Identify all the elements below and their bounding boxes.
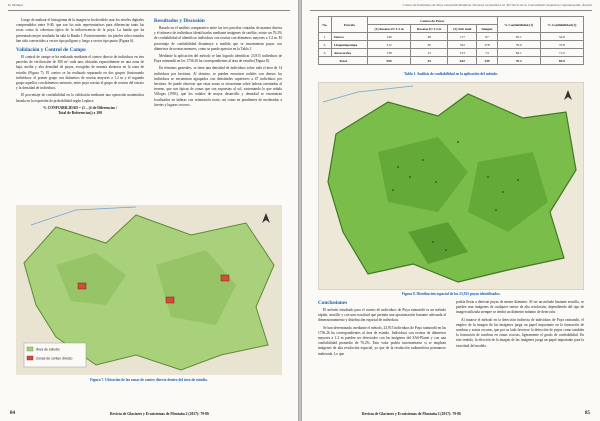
section-heading-conclusions: Conclusiones xyxy=(318,300,348,306)
footer-left: Revista de Glaciares y Ecosistemas de Montaña 2 (2017): 79-86 xyxy=(110,412,209,416)
cell-total-r2: 43 xyxy=(411,57,448,65)
header-rule xyxy=(8,10,290,11)
confidence-formula xyxy=(16,106,144,116)
legend-swatch-study-area xyxy=(27,347,33,351)
cell-conf2: 54.8 xyxy=(540,33,583,41)
th-rosetas-mayor: (1) Rosetas D>1.2 m xyxy=(367,25,410,33)
cell-r2: 48 xyxy=(411,33,448,41)
th-subtotal: (2) Sub total xyxy=(448,25,477,33)
right-column-1 xyxy=(318,300,446,359)
count-zone-marker xyxy=(166,297,174,303)
cell-conf2: 71.0 xyxy=(540,49,583,57)
table-total-row xyxy=(319,57,584,65)
cell-conf1: 79.0 xyxy=(497,41,540,49)
cell-total-label: Total xyxy=(319,57,368,65)
section-heading-results: Resultados y Discusión xyxy=(154,18,205,24)
table-row xyxy=(319,49,584,57)
th-imagen: Imagen xyxy=(477,25,497,33)
formula-line-1: % CONFIABILIDAD = (1 – (# de Diferencias / xyxy=(43,105,117,110)
legend-swatch-count-zone xyxy=(27,356,33,360)
cell-no: 3. xyxy=(319,49,332,57)
cell-r1: 149 xyxy=(367,33,410,41)
cell-imagen: 278 xyxy=(477,41,497,49)
paragraph: Luego de analizar el histograma de la imagen se ha decidido usar los niveles digitales comprendidos entre 0-40, que son los más representativos para diferenciar tanto las rocas como la cobertura típica de la inflorescencia de la puya. La banda que ha presentado mejor resultado ha sido la Banda 1. Posteriormente, los píxeles seleccionados han sido convertidos a vector tipo polígono y luego a vector tipo punto (Figura 6). xyxy=(16,18,144,43)
section-heading-validation: Validación y Control de Campo xyxy=(16,47,86,54)
legend-label-count-zone: Zonas de conteo directo xyxy=(36,356,73,361)
cell-parcela: Llaquashpampa xyxy=(331,41,367,49)
cell-r1: 312 xyxy=(367,41,410,49)
cell-r2: 30 xyxy=(411,41,448,49)
cell-r2: 15 xyxy=(411,49,448,57)
cell-conf1: 84.1 xyxy=(497,49,540,57)
reliability-table xyxy=(318,16,584,65)
paragraph: Se han determinado, mediante el método, 23,915 individuos de Puya raimondii en las 1736.26 ha correspondientes al área de estudio. Individuos con rosetas de diámetros mayores a 1.2 m pueden ser detectados con las imágenes del SAS-Planet y con una confiabilidad promedio de 76.2%. Esto valor podría incrementarse si se emplean imágenes de alta resolución espacial, ya que de la resolución radiométrica permanece inalterada. Lo que xyxy=(318,325,446,356)
legend-label-study-area: Área de estudio xyxy=(36,347,60,352)
left-page xyxy=(0,0,298,421)
paragraph: podría llevar a detectar puyas de menor diámetro. Al ser un método bastante sencillo, se pueden usar imágenes de cualquier sensor de alta resolución, dependiendo del tipo de imagen utilizada siempre se tendrá un diámetro mínimo de detección. xyxy=(456,300,584,315)
page-number-left: 84 xyxy=(10,411,15,416)
cell-subtotal: 153 xyxy=(448,49,477,57)
paragraph: Mediante la aplicación del método se han logrado identificar 23,915 individuos de Puya raimondii en los 1736.26 ha correspondientes al área de estudio (Figura 8). xyxy=(154,54,282,64)
paragraph: En términos generales, se tiene una densidad de individuos sobre toda el área de 14 individuos por hectárea. Al término, se pueden encontrar rodales con densos los individuos se encuentran agrupados con densidades superiores a 47 individuos por hectárea. Se puede observar que estas zonas se encuentran sobre laderas orientadas al terreno, que son típicas de zonas que son expuestas al sol, sustentando lo que señala Villegas (1993), que los rodales de mayor desarrollo y densidad se encuentran localizados en laderas con orientación norte, así como en pendientes de moderadas a fuertes y lugares rocosos. xyxy=(154,66,282,107)
figure-8-caption: Figura 8. Distribución espacial de los 23,915 puyas identificados. xyxy=(401,292,501,296)
page-number-right: 85 xyxy=(585,411,590,416)
footer-right: Revista de Glaciares y Ecosistemas de Montaña 2 (2017): 79-86 xyxy=(362,412,461,416)
th-conteo: Conteo de Puyas xyxy=(367,17,497,25)
th-no: No. xyxy=(319,17,332,33)
table-row xyxy=(319,41,584,49)
cell-parcela: Jancco xyxy=(331,33,367,41)
count-zone-marker xyxy=(221,275,229,281)
cell-no: 1. xyxy=(319,33,332,41)
left-column-2 xyxy=(154,18,282,110)
paragraph: Basado en el análisis comparativo entre las tres parcelas contadas de manera directa y el número de individuos identificados mediante imágenes de satélite, existe un 76.2% de confiabilidad al identificar individuos con rosetas con diámetros mayores a 1.2 m. El porcentaje de confiabilidad disminuye a medida que se incrementan puyas con diámetros de rosetas menores, como se puede apreciar en la Tabla 1. xyxy=(154,26,282,51)
count-zone-marker xyxy=(78,283,86,289)
cell-total-conf1: 76.2 xyxy=(497,57,540,65)
cell-total-r1: 599 xyxy=(367,57,410,65)
th-parcela: Parcela xyxy=(331,17,367,33)
cell-total-conf2: 69.9 xyxy=(540,57,583,65)
cell-subtotal: 342 xyxy=(448,41,477,49)
cell-total-imagen: 449 xyxy=(477,57,497,65)
paragraph: Al tratarse el método en la detección indirecta de individuos de Puya raimondii, el empleo de la imagen de las imágenes juega un papel importante en la formación de sombras y zonas oscuras, que por su lado favorece la detección de puyas como también la formación de sombras en zonas rocosas, ligeramente el grado de confiabilidad. En este sentido, la elección de la imagen de las imágenes juega un papel importante para la exactitud del modelo. xyxy=(456,317,584,348)
th-rosetas-menor: Rosetas D<1.2 m xyxy=(411,25,448,33)
th-conf2: % Confiabilidad (2) xyxy=(540,17,583,33)
paragraph: El control de campo se ha realizado mediante el conteo directo de individuos en tres parcelas de verificación de 300 m² cada una, ubicadas espacialmente en una zona de baja, media y alta densidad de puyas, escogidas de manera aleatoria en la zona de estudio (Figura 7). El conteo se ha realizado separando en dos grupos (fusionando individuos: el primer grupo con diámetros de rosetas mayores a 1.2 m y el segundo grupo aquellos con diámetros menores, entre puya rosetas el grupo de rosetas del estrato y la densidad de individuos. xyxy=(16,55,144,91)
header-rule xyxy=(310,10,592,11)
running-head-right: Conteo de Individuos de Puya raimondii Mediante Técnicas Geomáticas en Territorio de la Comunidad Campesina Cajamarquilla, Áncash xyxy=(402,3,592,7)
figure-7-map xyxy=(16,205,282,375)
table-1-caption: Tabla 1. Análisis de confiabilidad en la aplicación del método. xyxy=(403,72,499,76)
paragraph: El método estudiado para el conteo de individuos de Puya raimondii es un método rápido, sencillo y con una exactitud que permite una aproximación bastante adecuada al dimensionamiento y distribución espacial de individuos. xyxy=(318,308,446,323)
formula-line-2: Total de Referencias)) x 100 xyxy=(58,110,102,115)
th-conf1: % Confiabilidad (1) xyxy=(497,17,540,33)
figure-8-map xyxy=(318,82,584,290)
map-legend xyxy=(24,343,86,367)
table-header-row xyxy=(319,17,584,25)
cell-conf1: 65.1 xyxy=(497,33,540,41)
cell-imagen: 74 xyxy=(477,49,497,57)
right-page xyxy=(302,0,600,421)
cell-total-subtotal: 642 xyxy=(448,57,477,65)
cell-conf2: 70.8 xyxy=(540,41,583,49)
paragraph: El porcentaje de confiabilidad en la validación mediante una operación matemática basada en la expresión de probabilidad según Laplace. xyxy=(16,93,144,103)
left-column-1 xyxy=(16,18,144,120)
table-row xyxy=(319,33,584,41)
figure-7-caption: Figura 7. Ubicación de las zonas de conteo directo dentro del área de estudio. xyxy=(90,378,208,382)
right-column-2 xyxy=(456,300,584,351)
cell-no: 2. xyxy=(319,41,332,49)
cell-parcela: Ancococcha xyxy=(331,49,367,57)
cell-r1: 138 xyxy=(367,49,410,57)
cell-subtotal: 177 xyxy=(448,33,477,41)
running-head-left: D. Mallqui xyxy=(8,3,23,7)
cell-imagen: 97 xyxy=(477,33,497,41)
